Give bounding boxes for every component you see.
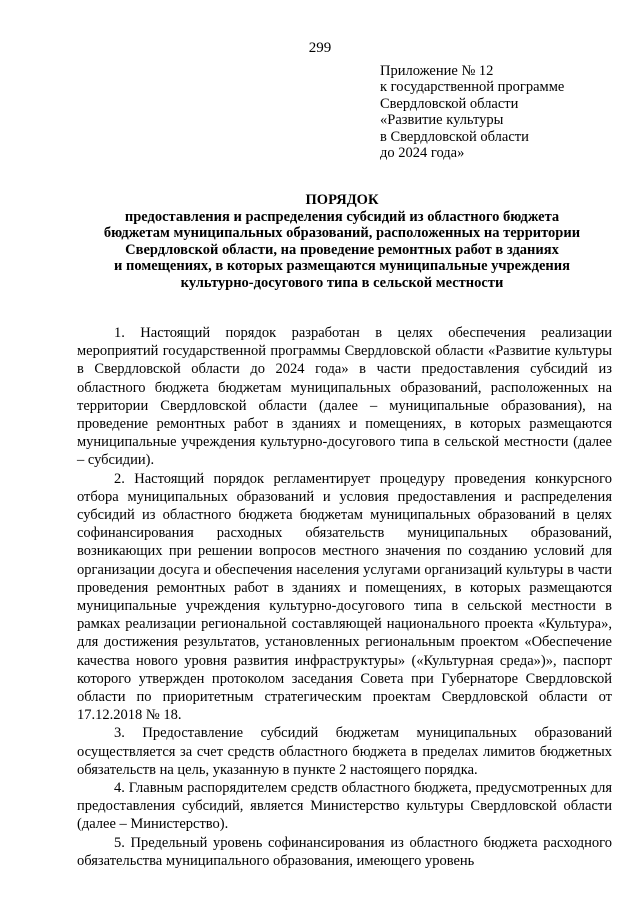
paragraph-1: 1. Настоящий порядок разработан в целях обеспечения реализации мероприятий государственной программы Свердловской области «Развитие культуры в Свердловской области до 2024 года» в части предоставления субсидий из областного бюджета бюджетам муниципальных образований, расположенных на территории Свердловской области (далее – муниципальные образования), на проведение ремонтных работ в зданиях и помещениях, в которых размещаются муниципальные учреждения культурно-досугового типа в сельской местности (далее – субсидии). bbox=[77, 325, 612, 469]
title-line: и помещениях, в которых размещаются муниципальные учреждения bbox=[114, 258, 570, 275]
paragraph-4: 4. Главным распорядителем средств областного бюджета, предусмотренных для предоставления субсидий, является Министерство культуры Свердловской области (далее – Министерство). bbox=[77, 780, 612, 833]
page-number: 299 bbox=[308, 40, 332, 56]
appendix-line: к государственной программе bbox=[380, 79, 565, 96]
appendix-line: «Развитие культуры bbox=[380, 112, 504, 129]
title-line: культурно-досугового типа в сельской местности bbox=[180, 274, 504, 291]
appendix-line: до 2024 года» bbox=[380, 145, 465, 162]
appendix-note bbox=[380, 63, 630, 161]
appendix-line: в Свердловской области bbox=[380, 128, 529, 145]
paragraph-2: 2. Настоящий порядок регламентирует процедуру проведения конкурсного отбора муниципальных образований и условия предоставления и распределения субсидий из областного бюджета бюджетам муниципальных образований в целях софинансирования расходных обязательств муниципальных образований, возникающих при решении вопросов местного значения по созданию условий для организации досуга и обеспечения населения услугами организаций культуры в части проведения ремонтных работ в зданиях и помещениях, в которых размещаются муниципальные учреждения культурно-досугового типа в сельской местности в рамках реализации региональной составляющей национального проекта «Культура», для достижения результатов, установленных региональным проектом «Обеспечение качества нового уровня развития инфраструктуры» («Культурная среда»)», паспорт которого утвержден протоколом заседания Совета при Губернаторе Свердловской области по приоритетным стратегическим проектам Свердловской области от 17.12.2018 № 18. bbox=[77, 470, 612, 724]
appendix-line: Свердловской области bbox=[380, 95, 519, 112]
title-line: бюджетам муниципальных образований, расположенных на территории bbox=[103, 225, 581, 242]
document-title bbox=[60, 192, 624, 292]
paragraph-3: 3. Предоставление субсидий бюджетам муниципальных образований осуществляется за счет средств областного бюджета в пределах лимитов бюджетных обязательств на цель, указанную в пункте 2 настоящего порядка. bbox=[77, 725, 612, 778]
title-heading: ПОРЯДОК bbox=[305, 192, 379, 208]
document-body bbox=[77, 324, 612, 870]
title-line: предоставления и распределения субсидий из областного бюджета bbox=[124, 208, 560, 225]
title-line: Свердловской области, на проведение ремонтных работ в зданиях bbox=[125, 241, 559, 258]
paragraph-5: 5. Предельный уровень софинансирования из областного бюджета расходного обязательства муниципального образования, имеющего уровень bbox=[77, 834, 612, 869]
appendix-line: Приложение № 12 bbox=[380, 63, 494, 79]
